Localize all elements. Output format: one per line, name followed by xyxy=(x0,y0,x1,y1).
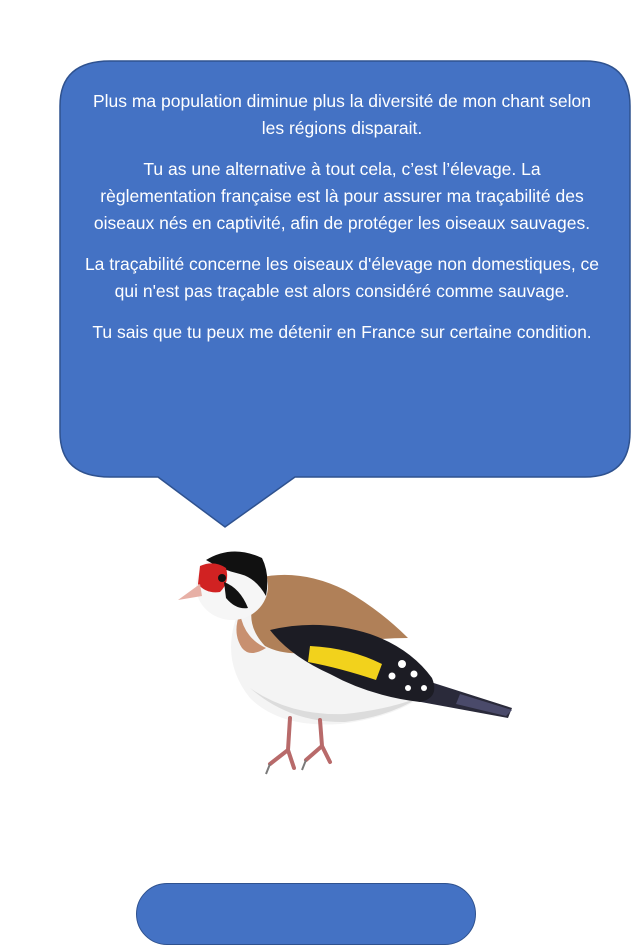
bubble-paragraph-2: Tu as une alternative à tout cela, c’est l’élevage. La règlementation française est là pour assurer ma traçabilité des oiseaux nés en captivité, afin de protéger les oiseaux sauvages. xyxy=(93,159,591,233)
goldfinch-bird-illustration xyxy=(170,538,530,788)
bubble-paragraph-1: Plus ma population diminue plus la diversité de mon chant selon les régions disparait. xyxy=(92,91,592,138)
bubble-paragraph-4: Tu sais que tu peux me détenir en France sur certaine condition. xyxy=(92,322,592,342)
next-speech-bubble xyxy=(136,883,476,945)
speech-bubble-text xyxy=(84,88,600,360)
bubble-paragraph-3: La traçabilité concerne les oiseaux d'élevage non domestiques, ce qui n'est pas traçable est alors considéré comme sauvage. xyxy=(84,254,600,301)
